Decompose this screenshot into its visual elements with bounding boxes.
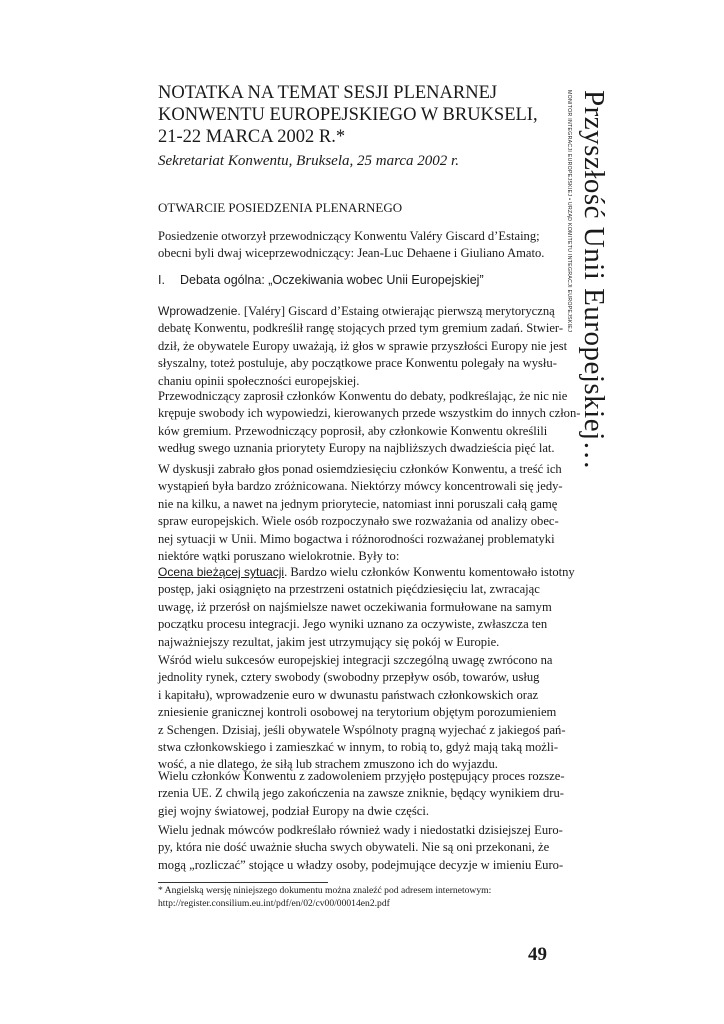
title-line: KONWENTU EUROPEJSKIEGO W BRUKSELI, bbox=[158, 105, 538, 125]
document-title bbox=[158, 82, 558, 148]
paragraph-line: początku procesu integracji. Jego wyniki uznano za oczywiste, zwłaszcza ten bbox=[158, 617, 548, 632]
paragraph-line: giej wojny światowej, podział Europy na dwie części. bbox=[158, 803, 430, 818]
assessment-lead: Ocena bieżącej sytuacji bbox=[158, 565, 285, 579]
intro-lead: Wprowadzenie. bbox=[158, 304, 241, 318]
paragraph-line bbox=[158, 564, 575, 581]
title-line: NOTATKA NA TEMAT SESJI PLENARNEJ bbox=[158, 83, 498, 103]
paragraph-line: wystąpień była bardzo zróżnicowana. Niektórzy mówcy koncentrowali się jedy- bbox=[158, 479, 563, 494]
section-heading: OTWARCIE POSIEDZENIA PLENARNEGO bbox=[158, 200, 403, 215]
paragraph-line: spraw europejskich. Wiele osób rozpoczynało swe rozważania od analizy obec- bbox=[158, 514, 559, 529]
paragraph-line: rzenia UE. Z chwilą jego zakończenia na zawsze zniknie, będący wynikiem dru- bbox=[158, 786, 564, 801]
paragraph-line: najważniejszy rezultat, jakim jest utrzymujący się pokój w Europie. bbox=[158, 634, 500, 649]
footnote-line: * Angielską wersję niniejszego dokumentu można znaleźć pod adresem internetowym: bbox=[158, 885, 492, 896]
paragraph-line: wość, a nie dlatego, że siłą lub strachem zmuszono ich do wyjazdu. bbox=[158, 757, 498, 772]
paragraph-3 bbox=[158, 461, 563, 565]
paragraph-line: słyszalny, toteż postuluje, aby początkowe prace Konwentu polegały na wysłu- bbox=[158, 356, 557, 371]
paragraph-line: i kapitału), wprowadzenie euro w dwunastu państwach członkowskich oraz bbox=[158, 687, 539, 702]
debate-heading-text: Debata ogólna: „Oczekiwania wobec Unii Europejskiej” bbox=[180, 273, 484, 287]
paragraph-line: py, która nie dość uważnie słucha swych obywateli. Nie są oni przekonani, że bbox=[158, 840, 550, 855]
intro-paragraph bbox=[158, 303, 568, 390]
sidebar-caption: MONITOR INTEGRACJI EUROPEJSKIEJ • URZĄD KOMITETU INTEGRACJI EUROPEJSKIEJ bbox=[566, 90, 572, 333]
paragraph-line: krępuje swobody ich wypowiedzi, kierowanych przede wszystkim do innych człon- bbox=[158, 406, 581, 421]
paragraph-7 bbox=[158, 822, 564, 874]
intro-first-line: [Valéry] Giscard d’Estaing otwierając pierwszą merytoryczną bbox=[240, 304, 555, 318]
paragraph-line: nej sytuacji w Unii. Mimo bogactwa i różnorodności rozważanej problematyki bbox=[158, 531, 555, 546]
paragraph-line: chaniu opinii społeczności europejskiej. bbox=[158, 373, 360, 388]
paragraph-2 bbox=[158, 388, 581, 458]
paragraph-line: Posiedzenie otworzył przewodniczący Konwentu Valéry Giscard d’Estaing; bbox=[158, 229, 540, 243]
paragraph-line: niektóre wątki poruszano wielokrotnie. Były to: bbox=[158, 549, 400, 564]
paragraph-line: Wielu jednak mówców podkreślało również wady i niedostatki dzisiejszej Euro- bbox=[158, 823, 563, 837]
paragraph-line: Przewodniczący zaprosił członków Konwentu do debaty, podkreślając, że nic nie bbox=[158, 389, 568, 403]
debate-heading bbox=[158, 273, 484, 287]
paragraph-line: mogą „rozliczać” stojące u władzy osoby, podejmujące decyzje w imieniu Euro- bbox=[158, 857, 564, 872]
page-number: 49 bbox=[528, 944, 547, 965]
footnote bbox=[158, 885, 558, 910]
footnote-line: http://register.consilium.eu.int/pdf/en/02/cv00/00014en2.pdf bbox=[158, 897, 390, 909]
paragraph-line: nie na kilku, a nawet na jednym priorytecie, natomiast inni poruszali całą gamę bbox=[158, 496, 558, 511]
paragraph-line: uwagę, iż przerósł on najśmielsze nawet oczekiwania formułowane na samym bbox=[158, 599, 552, 614]
paragraph-line: Wśród wielu sukcesów europejskiej integracji szczególną uwagę zwrócono na bbox=[158, 653, 553, 667]
document-subtitle: Sekretariat Konwentu, Bruksela, 25 marca 2002 r. bbox=[158, 153, 459, 169]
paragraph-line: z Schengen. Dzisiaj, jeśli obywatele Wspólnoty pragną wyjechać z jakiegoś pań- bbox=[158, 722, 566, 737]
paragraph-line: dził, że obywatele Europy uważają, iż głos w sprawie przyszłości Europy nie jest bbox=[158, 338, 568, 353]
paragraph-line: W dyskusji zabrało głos ponad osiemdziesięciu członków Konwentu, a treść ich bbox=[158, 462, 562, 476]
title-line: 21-22 MARCA 2002 R.* bbox=[158, 127, 346, 147]
paragraph-6 bbox=[158, 768, 565, 820]
opening-paragraph bbox=[158, 228, 550, 263]
paragraph-line: obecni byli dwaj wiceprzewodniczący: Jean-Luc Dehaene i Giuliano Amato. bbox=[158, 246, 545, 261]
paragraph-5 bbox=[158, 652, 566, 774]
assessment-paragraph bbox=[158, 564, 575, 651]
paragraph-line: ków gremium. Przewodniczący poprosił, aby członkowie Konwentu określili bbox=[158, 423, 548, 438]
paragraph-line: debatę Konwentu, podkreślił rangę stojących przed tym gremium zadań. Stwier- bbox=[158, 321, 564, 336]
footnote-divider bbox=[158, 882, 328, 883]
debate-heading-number: I. bbox=[158, 273, 165, 287]
sidebar-running-title: Przyszłość Unii Europejskiej… bbox=[578, 90, 610, 471]
paragraph-line: według swego uznania priorytety Europy na najbliższych dwadzieścia pięć lat. bbox=[158, 441, 555, 456]
paragraph-line: postęp, jaki osiągnięto na przestrzeni ostatnich pięćdziesięciu lat, zwracając bbox=[158, 582, 540, 597]
paragraph-line: jednolity rynek, cztery swobody (swobodny przepływ osób, towarów, usług bbox=[158, 670, 540, 685]
paragraph-line: Wielu członków Konwentu z zadowoleniem przyjęło postępujący proces rozsze- bbox=[158, 769, 565, 783]
paragraph-line: stwa członkowskiego i zamieszkać w innym, to robią to, gdyż mają taką możli- bbox=[158, 740, 559, 755]
assessment-first-line: . Bardzo wielu członków Konwentu komentowało istotny bbox=[284, 565, 575, 579]
paragraph-line bbox=[158, 303, 555, 320]
paragraph-line: zniesienie granicznej kontroli osobowej na terytorium objętym porozumieniem bbox=[158, 705, 557, 720]
